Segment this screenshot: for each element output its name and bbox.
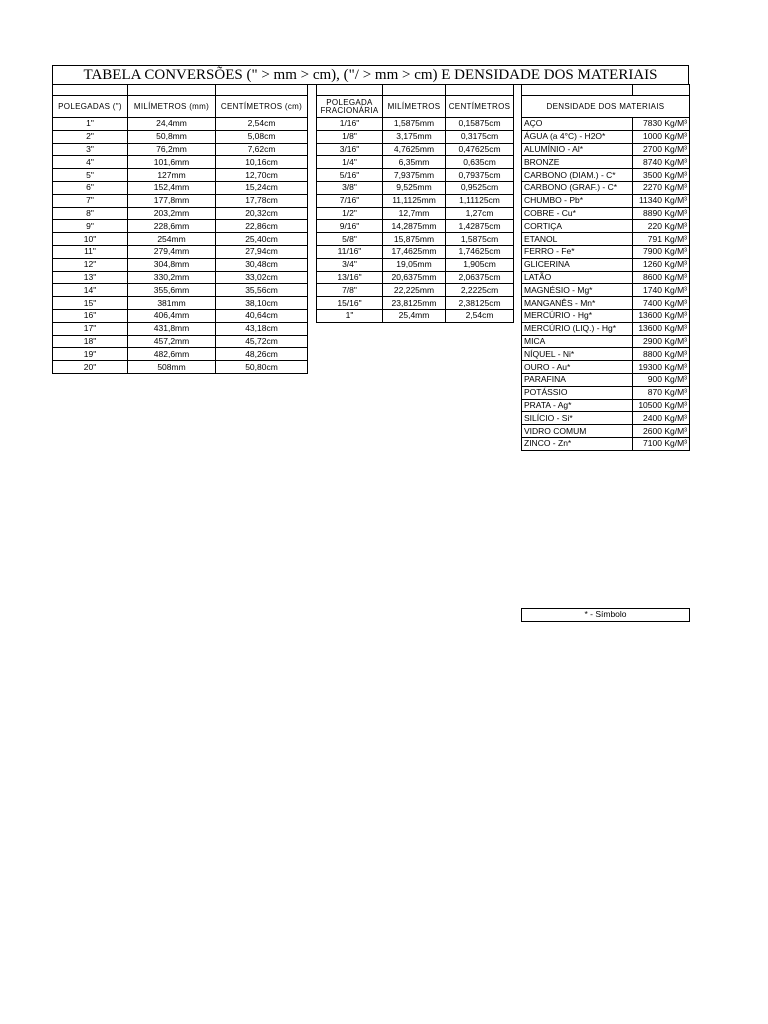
table-row <box>53 207 308 220</box>
table-row <box>53 143 308 156</box>
density-value-cell: 8740 Kg/M³ <box>633 156 690 169</box>
table-row <box>53 156 308 169</box>
centimeters-cell: 17,78cm <box>216 194 308 207</box>
centimeters-cell: 48,26cm <box>216 348 308 361</box>
table-row <box>522 284 690 297</box>
centimeters-cell: 25,40cm <box>216 233 308 246</box>
centimeters-cell: 12,70cm <box>216 169 308 182</box>
millimeters-cell: 152,4mm <box>128 181 216 194</box>
material-name-cell: OURO - Au* <box>522 361 633 374</box>
table-row <box>317 284 514 297</box>
material-name-cell: MERCÚRIO (LIQ.) - Hg* <box>522 322 633 335</box>
table-row <box>522 437 690 450</box>
millimeters-cell: 508mm <box>128 361 216 374</box>
millimeters-cell: 330,2mm <box>128 271 216 284</box>
inches-cell: 2" <box>53 130 128 143</box>
table-row <box>317 271 514 284</box>
table-row <box>522 130 690 143</box>
inches-cell: 9" <box>53 220 128 233</box>
inches-cell: 19" <box>53 348 128 361</box>
inches-conversion-table <box>52 84 308 374</box>
table-row <box>53 271 308 284</box>
header-density: DENSIDADE DOS MATERIAIS <box>522 96 690 118</box>
table-row <box>53 361 308 374</box>
density-table <box>521 84 690 451</box>
fraction-cell: 7/16" <box>317 194 383 207</box>
millimeters-cell: 457,2mm <box>128 335 216 348</box>
material-name-cell: SILÍCIO - Si* <box>522 412 633 425</box>
density-value-cell: 8890 Kg/M³ <box>633 207 690 220</box>
millimeters-cell: 228,6mm <box>128 220 216 233</box>
table-row <box>53 309 308 322</box>
density-value-cell: 8800 Kg/M³ <box>633 348 690 361</box>
material-name-cell: BRONZE <box>522 156 633 169</box>
density-value-cell: 3500 Kg/M³ <box>633 169 690 182</box>
table-row <box>53 194 308 207</box>
material-name-cell: ÁGUA (a 4°C) - H2O* <box>522 130 633 143</box>
table-row <box>522 373 690 386</box>
centimeters-cell: 1,74625cm <box>446 245 514 258</box>
density-value-cell: 2700 Kg/M³ <box>633 143 690 156</box>
millimeters-cell: 12,7mm <box>383 207 446 220</box>
density-value-cell: 2900 Kg/M³ <box>633 335 690 348</box>
millimeters-cell: 304,8mm <box>128 258 216 271</box>
centimeters-cell: 20,32cm <box>216 207 308 220</box>
table-row <box>317 258 514 271</box>
fraction-cell: 11/16" <box>317 245 383 258</box>
millimeters-cell: 23,8125mm <box>383 297 446 310</box>
table-row <box>317 169 514 182</box>
density-value-cell: 19300 Kg/M³ <box>633 361 690 374</box>
material-name-cell: POTÁSSIO <box>522 386 633 399</box>
centimeters-cell: 38,10cm <box>216 297 308 310</box>
density-value-cell: 13600 Kg/M³ <box>633 322 690 335</box>
centimeters-cell: 30,48cm <box>216 258 308 271</box>
header-millimeters: MILÍMETROS (mm) <box>128 96 216 118</box>
density-value-cell: 7830 Kg/M³ <box>633 118 690 131</box>
millimeters-cell: 20,6375mm <box>383 271 446 284</box>
material-name-cell: LATÃO <box>522 271 633 284</box>
centimeters-cell: 22,86cm <box>216 220 308 233</box>
millimeters-cell: 25,4mm <box>383 309 446 322</box>
table-row <box>53 348 308 361</box>
inches-cell: 12" <box>53 258 128 271</box>
table-row <box>522 233 690 246</box>
inches-cell: 3" <box>53 143 128 156</box>
inches-cell: 15" <box>53 297 128 310</box>
table-row <box>317 207 514 220</box>
millimeters-cell: 279,4mm <box>128 245 216 258</box>
fraction-cell: 3/8" <box>317 181 383 194</box>
density-value-cell: 7100 Kg/M³ <box>633 437 690 450</box>
centimeters-cell: 27,94cm <box>216 245 308 258</box>
table-row <box>53 130 308 143</box>
centimeters-cell: 2,54cm <box>446 309 514 322</box>
table-row <box>317 194 514 207</box>
centimeters-cell: 0,9525cm <box>446 181 514 194</box>
inches-cell: 11" <box>53 245 128 258</box>
fraction-cell: 3/4" <box>317 258 383 271</box>
millimeters-cell: 203,2mm <box>128 207 216 220</box>
fraction-cell: 13/16" <box>317 271 383 284</box>
table-row <box>522 118 690 131</box>
centimeters-cell: 0,635cm <box>446 156 514 169</box>
table-row <box>317 118 514 131</box>
centimeters-cell: 1,11125cm <box>446 194 514 207</box>
table-row <box>317 181 514 194</box>
table-row <box>522 245 690 258</box>
centimeters-cell: 1,42875cm <box>446 220 514 233</box>
spacer-row <box>522 85 690 96</box>
table-row <box>522 169 690 182</box>
page-title: TABELA CONVERSÕES (" > mm > cm), ("/ > mm > cm) E DENSIDADE DOS MATERIAIS <box>52 65 689 85</box>
centimeters-cell: 0,15875cm <box>446 118 514 131</box>
table-row <box>522 207 690 220</box>
millimeters-cell: 127mm <box>128 169 216 182</box>
table-row <box>522 348 690 361</box>
table-row <box>53 322 308 335</box>
material-name-cell: COBRE - Cu* <box>522 207 633 220</box>
material-name-cell: ALUMÍNIO - Al* <box>522 143 633 156</box>
centimeters-cell: 1,27cm <box>446 207 514 220</box>
header-inches: POLEGADAS (") <box>53 96 128 118</box>
millimeters-cell: 1,5875mm <box>383 118 446 131</box>
centimeters-cell: 43,18cm <box>216 322 308 335</box>
fraction-conversion-table <box>316 84 514 323</box>
material-name-cell: AÇO <box>522 118 633 131</box>
fraction-cell: 7/8" <box>317 284 383 297</box>
fraction-table-body <box>317 118 514 323</box>
millimeters-cell: 101,6mm <box>128 156 216 169</box>
table-row <box>522 322 690 335</box>
fraction-cell: 1/2" <box>317 207 383 220</box>
inches-table-body <box>53 118 308 374</box>
millimeters-cell: 76,2mm <box>128 143 216 156</box>
table-row <box>53 245 308 258</box>
table-row <box>522 258 690 271</box>
millimeters-cell: 6,35mm <box>383 156 446 169</box>
table-row <box>522 271 690 284</box>
millimeters-cell: 355,6mm <box>128 284 216 297</box>
centimeters-cell: 40,64cm <box>216 309 308 322</box>
table-row <box>53 297 308 310</box>
inches-cell: 16" <box>53 309 128 322</box>
symbol-note-table <box>521 608 690 622</box>
table-row <box>522 425 690 438</box>
inches-cell: 6" <box>53 181 128 194</box>
header-row <box>53 96 308 118</box>
table-row <box>522 181 690 194</box>
millimeters-cell: 431,8mm <box>128 322 216 335</box>
table-row <box>522 309 690 322</box>
table-row <box>522 412 690 425</box>
material-name-cell: ETANOL <box>522 233 633 246</box>
table-row <box>317 233 514 246</box>
material-name-cell: MERCÚRIO - Hg* <box>522 309 633 322</box>
density-value-cell: 791 Kg/M³ <box>633 233 690 246</box>
density-value-cell: 2600 Kg/M³ <box>633 425 690 438</box>
millimeters-cell: 381mm <box>128 297 216 310</box>
millimeters-cell: 17,4625mm <box>383 245 446 258</box>
table-row <box>522 335 690 348</box>
millimeters-cell: 4,7625mm <box>383 143 446 156</box>
material-name-cell: MAGNÉSIO - Mg* <box>522 284 633 297</box>
centimeters-cell: 35,56cm <box>216 284 308 297</box>
table-row <box>53 220 308 233</box>
millimeters-cell: 7,9375mm <box>383 169 446 182</box>
material-name-cell: NÍQUEL - Ni* <box>522 348 633 361</box>
millimeters-cell: 177,8mm <box>128 194 216 207</box>
centimeters-cell: 2,06375cm <box>446 271 514 284</box>
density-value-cell: 870 Kg/M³ <box>633 386 690 399</box>
table-row <box>53 233 308 246</box>
table-row <box>522 143 690 156</box>
centimeters-cell: 2,2225cm <box>446 284 514 297</box>
centimeters-cell: 0,3175cm <box>446 130 514 143</box>
table-row <box>522 156 690 169</box>
fraction-cell: 1/4" <box>317 156 383 169</box>
millimeters-cell: 482,6mm <box>128 348 216 361</box>
fraction-cell: 1/16" <box>317 118 383 131</box>
spacer-row <box>317 85 514 96</box>
inches-cell: 4" <box>53 156 128 169</box>
table-row <box>53 118 308 131</box>
millimeters-cell: 15,875mm <box>383 233 446 246</box>
fraction-cell: 9/16" <box>317 220 383 233</box>
table-row <box>317 220 514 233</box>
centimeters-cell: 2,38125cm <box>446 297 514 310</box>
inches-cell: 1" <box>53 118 128 131</box>
centimeters-cell: 50,80cm <box>216 361 308 374</box>
table-row <box>317 156 514 169</box>
centimeters-cell: 2,54cm <box>216 118 308 131</box>
inches-cell: 17" <box>53 322 128 335</box>
fraction-cell: 1/8" <box>317 130 383 143</box>
millimeters-cell: 9,525mm <box>383 181 446 194</box>
table-row <box>522 297 690 310</box>
centimeters-cell: 10,16cm <box>216 156 308 169</box>
fraction-cell: 3/16" <box>317 143 383 156</box>
material-name-cell: MANGANÊS - Mn* <box>522 297 633 310</box>
material-name-cell: VIDRO COMUM <box>522 425 633 438</box>
table-row <box>522 220 690 233</box>
table-row <box>522 361 690 374</box>
table-row <box>53 258 308 271</box>
header-fraction: POLEGADA FRACIONÁRIA <box>317 96 383 118</box>
centimeters-cell: 45,72cm <box>216 335 308 348</box>
material-name-cell: CHUMBO - Pb* <box>522 194 633 207</box>
header-millimeters: MILÍMETROS <box>383 96 446 118</box>
table-row <box>522 194 690 207</box>
millimeters-cell: 11,1125mm <box>383 194 446 207</box>
spacer-row <box>53 85 308 96</box>
density-value-cell: 2270 Kg/M³ <box>633 181 690 194</box>
density-table-body <box>522 118 690 451</box>
density-value-cell: 1740 Kg/M³ <box>633 284 690 297</box>
centimeters-cell: 15,24cm <box>216 181 308 194</box>
density-value-cell: 11340 Kg/M³ <box>633 194 690 207</box>
header-centimeters: CENTÍMETROS (cm) <box>216 96 308 118</box>
millimeters-cell: 14,2875mm <box>383 220 446 233</box>
centimeters-cell: 7,62cm <box>216 143 308 156</box>
millimeters-cell: 406,4mm <box>128 309 216 322</box>
density-value-cell: 2400 Kg/M³ <box>633 412 690 425</box>
density-value-cell: 8600 Kg/M³ <box>633 271 690 284</box>
centimeters-cell: 1,905cm <box>446 258 514 271</box>
millimeters-cell: 19,05mm <box>383 258 446 271</box>
material-name-cell: MICA <box>522 335 633 348</box>
centimeters-cell: 33,02cm <box>216 271 308 284</box>
fraction-cell: 15/16" <box>317 297 383 310</box>
density-value-cell: 220 Kg/M³ <box>633 220 690 233</box>
centimeters-cell: 1,5875cm <box>446 233 514 246</box>
material-name-cell: ZINCO - Zn* <box>522 437 633 450</box>
density-value-cell: 900 Kg/M³ <box>633 373 690 386</box>
material-name-cell: CARBONO (DIAM.) - C* <box>522 169 633 182</box>
header-centimeters: CENTÍMETROS <box>446 96 514 118</box>
table-row <box>53 169 308 182</box>
millimeters-cell: 22,225mm <box>383 284 446 297</box>
material-name-cell: FERRO - Fe* <box>522 245 633 258</box>
density-value-cell: 7400 Kg/M³ <box>633 297 690 310</box>
inches-cell: 18" <box>53 335 128 348</box>
fraction-cell: 5/16" <box>317 169 383 182</box>
table-row <box>53 335 308 348</box>
inches-cell: 10" <box>53 233 128 246</box>
centimeters-cell: 5,08cm <box>216 130 308 143</box>
material-name-cell: PRATA - Ag* <box>522 399 633 412</box>
millimeters-cell: 24,4mm <box>128 118 216 131</box>
centimeters-cell: 0,47625cm <box>446 143 514 156</box>
material-name-cell: CORTIÇA <box>522 220 633 233</box>
inches-cell: 13" <box>53 271 128 284</box>
table-row <box>317 309 514 322</box>
header-row <box>317 96 514 118</box>
symbol-note: * - Símbolo <box>522 609 690 622</box>
table-row <box>317 130 514 143</box>
table-row <box>522 399 690 412</box>
inches-cell: 5" <box>53 169 128 182</box>
table-row <box>522 386 690 399</box>
table-row <box>317 245 514 258</box>
material-name-cell: CARBONO (GRAF.) - C* <box>522 181 633 194</box>
table-row <box>317 297 514 310</box>
inches-cell: 20" <box>53 361 128 374</box>
table-row <box>53 181 308 194</box>
fraction-cell: 5/8" <box>317 233 383 246</box>
density-value-cell: 1000 Kg/M³ <box>633 130 690 143</box>
millimeters-cell: 254mm <box>128 233 216 246</box>
inches-cell: 7" <box>53 194 128 207</box>
inches-cell: 8" <box>53 207 128 220</box>
millimeters-cell: 50,8mm <box>128 130 216 143</box>
millimeters-cell: 3,175mm <box>383 130 446 143</box>
centimeters-cell: 0,79375cm <box>446 169 514 182</box>
table-row <box>53 284 308 297</box>
density-value-cell: 7900 Kg/M³ <box>633 245 690 258</box>
inches-cell: 14" <box>53 284 128 297</box>
table-row <box>317 143 514 156</box>
header-row <box>522 96 690 118</box>
density-value-cell: 1260 Kg/M³ <box>633 258 690 271</box>
density-value-cell: 13600 Kg/M³ <box>633 309 690 322</box>
material-name-cell: GLICERINA <box>522 258 633 271</box>
material-name-cell: PARAFINA <box>522 373 633 386</box>
density-value-cell: 10500 Kg/M³ <box>633 399 690 412</box>
fraction-cell: 1" <box>317 309 383 322</box>
